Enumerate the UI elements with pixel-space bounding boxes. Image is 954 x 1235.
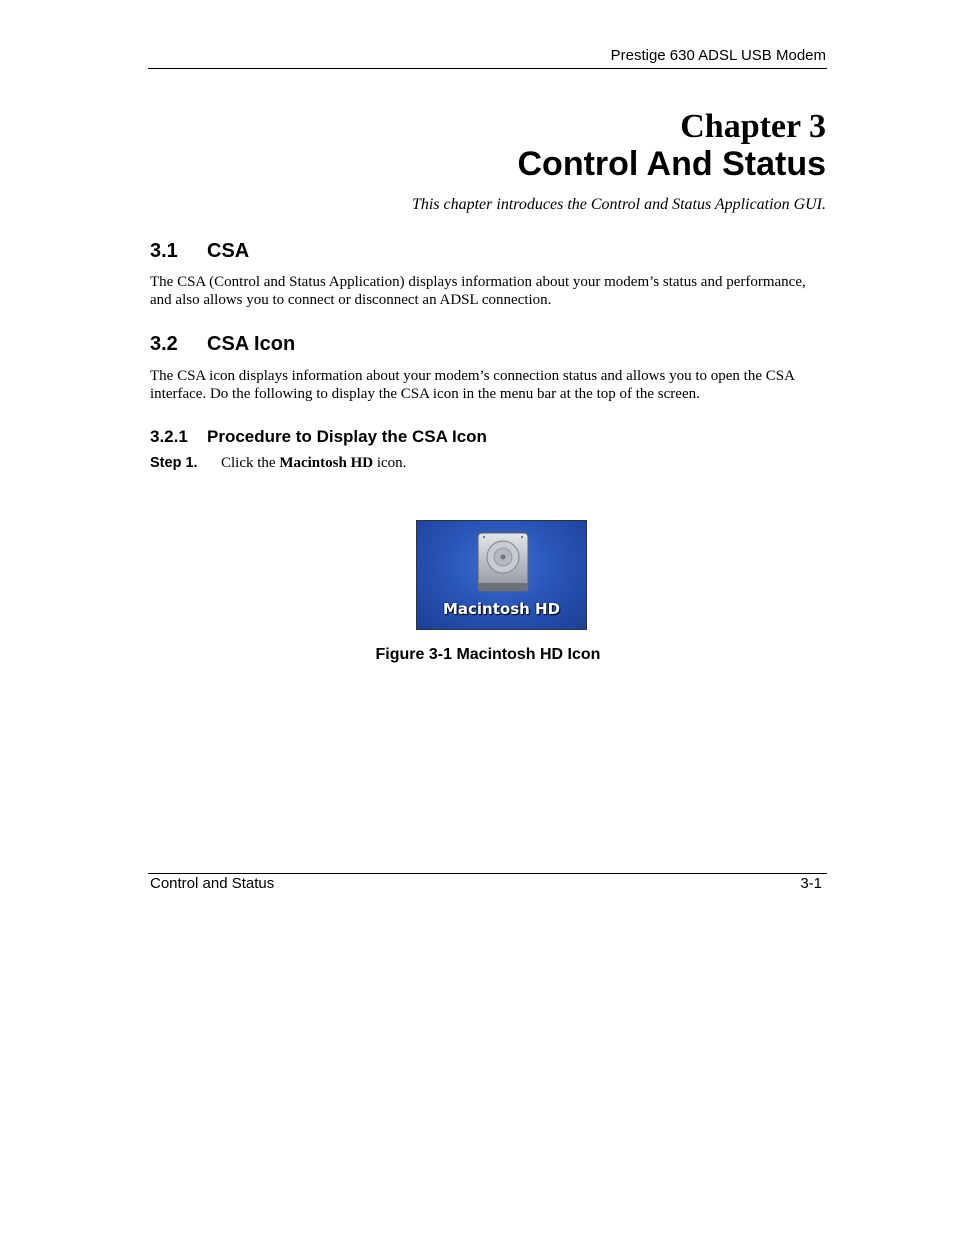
section-heading-csa-icon: [150, 333, 295, 356]
section-number: 3.1: [150, 240, 178, 262]
section-body-csa: The CSA (Control and Status Application) displays information about your modem’s status and performance, and also allows you to connect or disconnect an ADSL connection.: [150, 274, 806, 308]
subsection-heading: [150, 427, 487, 447]
subsection-number: 3.2.1: [150, 427, 188, 446]
step-label: Step 1.: [150, 455, 198, 471]
step-text-bold: Macintosh HD: [279, 455, 374, 471]
section-heading-csa: [150, 240, 249, 263]
footer-chapter-name: Control and Status: [150, 875, 275, 892]
section-title: CSA Icon: [207, 333, 296, 355]
running-header: Prestige 630 ADSL USB Modem: [610, 47, 826, 64]
macintosh-hd-label[interactable]: Macintosh HD: [442, 600, 561, 618]
section-title: CSA: [207, 240, 250, 262]
step-text-before: Click the: [221, 455, 280, 471]
footer-rule: [148, 873, 827, 874]
figure-caption: Figure 3-1 Macintosh HD Icon: [375, 646, 601, 663]
section-body-csa-icon: The CSA icon displays information about your modem’s connection status and allows you to open the CSA interface. Do the following to display the CSA icon in the menu bar at the top of the screen.: [150, 368, 795, 402]
section-number: 3.2: [150, 333, 178, 355]
macintosh-hd-screenshot: [416, 520, 587, 630]
hard-drive-icon[interactable]: [475, 531, 531, 595]
footer-page-number: 3-1: [800, 875, 822, 892]
chapter-title: Control And Status: [517, 145, 826, 183]
step-text: [221, 455, 406, 472]
step-text-after: icon.: [373, 455, 407, 471]
chapter-label: Chapter 3: [680, 108, 826, 145]
subsection-title: Procedure to Display the CSA Icon: [207, 427, 487, 446]
chapter-intro: This chapter introduces the Control and Status Application GUI.: [411, 196, 826, 213]
header-rule: [148, 68, 827, 69]
